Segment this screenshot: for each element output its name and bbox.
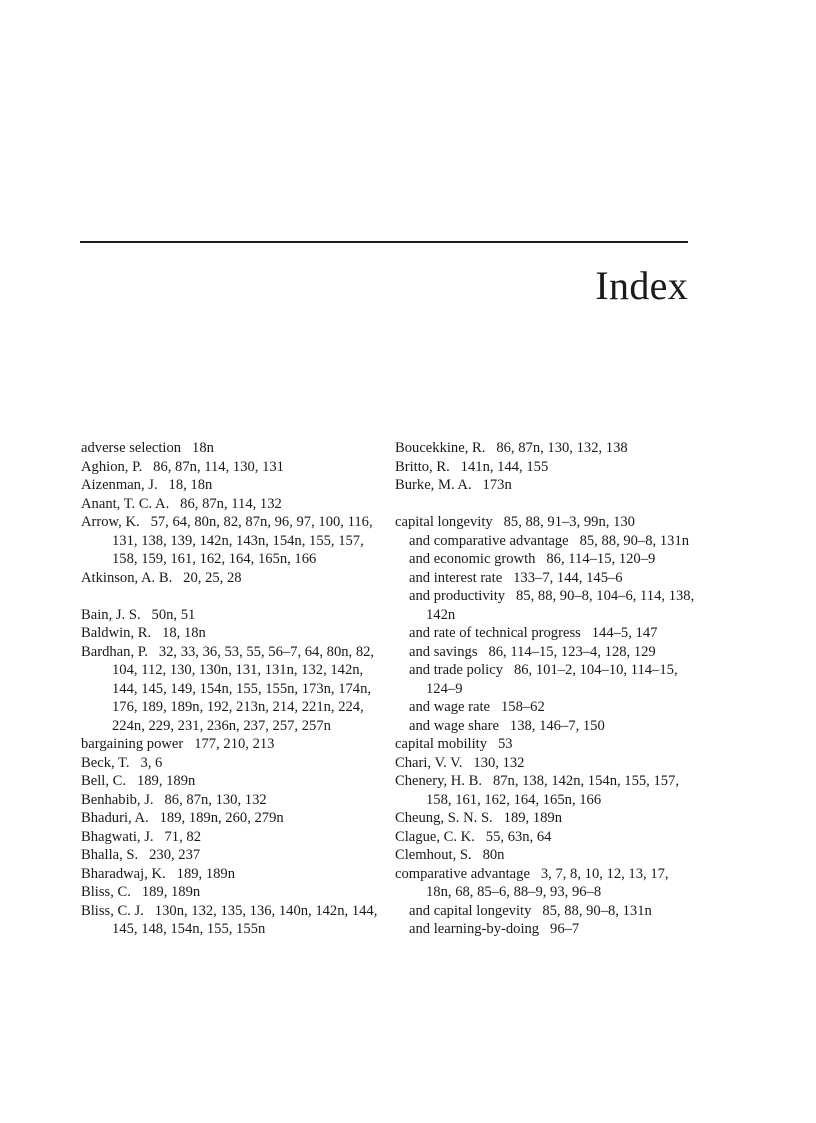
index-entry-text: Chenery, H. B. 87n, 138, 142n, 154n, 155, 157, 158, 161, 162, 164, 165n, 166 [395,773,683,808]
index-entry-text: Cheung, S. N. S. 189, 189n [395,810,563,826]
index-entry-text: and wage rate 158–62 [409,699,545,715]
index-entry-text: Britto, R. 141n, 144, 155 [395,458,549,475]
index-entry-text: Aizenman, J. 18, 18n [81,477,213,493]
index-entry-text: bargaining power 177, 210, 213 [81,736,275,752]
index-entry-text: Bliss, C. J. 130n, 132, 135, 136, 140n, 142n, 144, 145, 148, 154n, 155, 155n [81,902,382,937]
index-entry-text: Bhagwati, J. 71, 82 [81,828,201,845]
index-column-left [81,439,391,939]
index-entry [395,828,695,847]
index-entry [81,846,391,865]
page-title: Index [595,263,688,308]
index-entry-text: and economic growth 86, 114–15, 120–9 [409,551,656,567]
index-entry [81,569,391,588]
index-entry [81,865,391,884]
index-entry-text: and interest rate 133–7, 144, 145–6 [409,569,623,586]
index-entry [81,828,391,847]
index-entry [81,735,391,754]
index-entry [395,846,695,865]
index-entry-text: Burke, M. A. 173n [395,477,512,493]
index-entry-text: Clague, C. K. 55, 63n, 64 [395,828,552,845]
index-entry-text: and comparative advantage 85, 88, 90–8, 131n [409,532,690,549]
index-entry-text: and capital longevity 85, 88, 90–8, 131n [409,902,652,919]
index-entry-text: comparative advantage 3, 7, 8, 10, 12, 13, 17, 18n, 68, 85–6, 88–9, 93, 96–8 [395,865,673,900]
index-entry [395,754,695,773]
index-entry-text: and productivity 85, 88, 90–8, 104–6, 114, 138, 142n [409,588,698,623]
index-column-right [395,439,698,939]
index-subentry [395,902,695,921]
index-entry-text: and savings 86, 114–15, 123–4, 128, 129 [409,643,656,660]
index-entry [395,865,695,902]
section-gap [395,495,695,514]
index-entry [81,772,391,791]
index-subentry [395,920,695,939]
index-entry [395,439,695,458]
index-entry [81,476,391,495]
index-subentry [395,587,698,624]
index-entry [395,513,695,532]
index-entry-text: and trade policy 86, 101–2, 104–10, 114–15, 124–9 [409,662,682,697]
index-entry [81,754,391,773]
index-entry [395,476,695,495]
index-entry [395,809,695,828]
index-subentry [395,550,695,569]
index-entry-text: capital mobility 53 [395,736,513,752]
index-entry-text: and wage share 138, 146–7, 150 [409,717,605,734]
index-entry [81,643,391,736]
index-entry-text: and rate of technical progress 144–5, 147 [409,625,658,641]
index-subentry [395,532,695,551]
index-entry-text: Bliss, C. 189, 189n [81,884,201,900]
index-entry [81,624,391,643]
index-entry [81,513,391,569]
index-entry-text: Bhaduri, A. 189, 189n, 260, 279n [81,810,284,826]
index-entry [81,495,391,514]
index-entry [81,458,391,477]
index-entry-text: Arrow, K. 57, 64, 80n, 82, 87n, 96, 97, 100, 116, 131, 138, 139, 142n, 143n, 154n, 155, 157, 158, 159, 161, 162, 164, 165n, 166 [81,514,377,567]
index-entry-text: Atkinson, A. B. 20, 25, 28 [81,569,242,586]
index-entry-text: Baldwin, R. 18, 18n [81,625,206,641]
index-entry [81,606,391,625]
index-entry-text: Aghion, P. 86, 87n, 114, 130, 131 [81,458,284,475]
index-entry-text: Anant, T. C. A. 86, 87n, 114, 132 [81,495,282,512]
index-subentry [395,569,695,588]
index-entry [81,883,391,902]
index-subentry [395,643,695,662]
index-entry [81,791,391,810]
title-rule [80,241,688,243]
index-entry-text: Chari, V. V. 130, 132 [395,754,525,771]
index-entry [81,809,391,828]
index-entry-text: Clemhout, S. 80n [395,847,505,863]
index-subentry [395,624,695,643]
index-entry-text: adverse selection 18n [81,440,214,456]
index-entry [395,458,695,477]
index-entry-text: Bardhan, P. 32, 33, 36, 53, 55, 56–7, 64, 80n, 82, 104, 112, 130, 130n, 131, 131n, 132, 142n, 144, 145, 149, 154n, 155, 155n, 173n, 174n, 176, 189, 189n, 192, 213n, 214, 221n, 224, 224n, 229, 231, 236n, 237, 257, 257n [81,643,378,734]
index-entry-text: Benhabib, J. 86, 87n, 130, 132 [81,791,267,808]
index-entry [395,735,695,754]
index-entry-text: Bhalla, S. 230, 237 [81,847,201,863]
index-entry-text: Bell, C. 189, 189n [81,773,196,789]
index-entry-text: Bain, J. S. 50n, 51 [81,606,196,623]
index-entry-text: Bharadwaj, K. 189, 189n [81,865,236,882]
index-subentry [395,717,695,736]
index-entry-text: Beck, T. 3, 6 [81,754,163,771]
index-entry [395,772,695,809]
index-subentry [395,661,695,698]
index-entry [81,439,391,458]
index-subentry [395,698,695,717]
index-entry-text: and learning-by-doing 96–7 [409,921,580,937]
index-entry [81,902,391,939]
section-gap [81,587,391,606]
index-entry-text: Boucekkine, R. 86, 87n, 130, 132, 138 [395,440,628,456]
index-entry-text: capital longevity 85, 88, 91–3, 99n, 130 [395,514,635,530]
